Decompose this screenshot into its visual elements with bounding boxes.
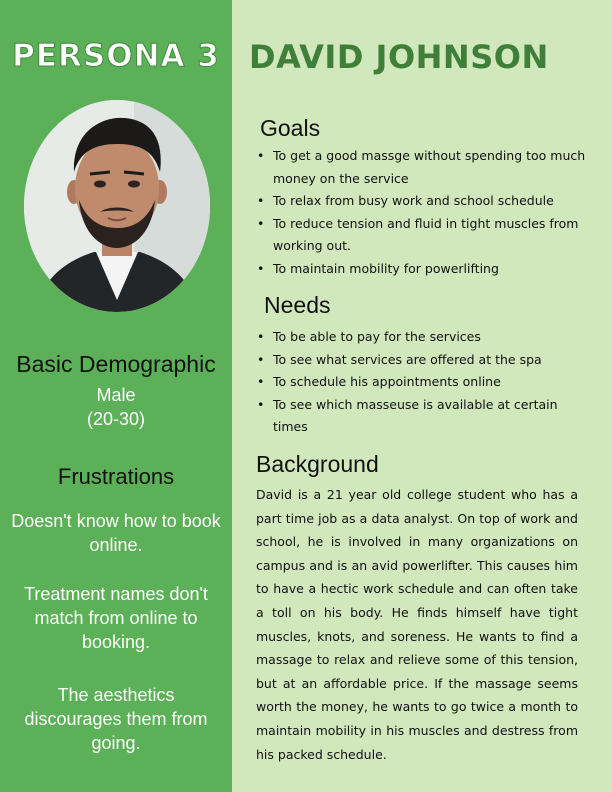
needs-list	[255, 326, 590, 439]
persona-label: PERSONA 3	[12, 38, 220, 74]
list-item: • To be able to pay for the services	[255, 326, 590, 349]
portrait-image	[24, 100, 210, 312]
demographic-age: (20-30)	[86, 409, 146, 429]
avatar	[24, 100, 210, 312]
frustrations-title: Frustrations	[57, 464, 175, 489]
frustration-item: Doesn't know how to book online.	[11, 511, 221, 555]
goals-list	[255, 145, 590, 280]
demographic-title: Basic Demographic	[16, 351, 216, 377]
frustration-item: The aesthetics discourages them from going.	[24, 685, 208, 753]
background-text: David is a 21 year old college student who has a part time job as a data analyst. On top of work and school, he is involved in many organizations on campus and is an avid powerlifter. This causes him to have a hectic work schedule and can often take a toll on his body. He finds himself have tight muscles, knots, and soreness. He wants to find a massage to relax and relieve some of this tension, but at an affordable price. If the massage seems worth the money, he wants to go twice a month to maintain mobility in his muscles and destress from his packed schedule.	[256, 487, 578, 762]
needs-title: Needs	[264, 292, 331, 318]
background-title: Background	[256, 451, 379, 477]
frustration-item: Treatment names don't match from online to booking.	[24, 584, 208, 652]
list-item: • To see which masseuse is available at certain times	[255, 394, 590, 439]
list-item: • To reduce tension and fluid in tight muscles from working out.	[255, 213, 590, 258]
list-item: • To maintain mobility for powerlifting	[255, 258, 590, 281]
list-item: • To get a good massge without spending too much money on the service	[255, 145, 590, 190]
list-item: • To see what services are offered at the spa	[255, 349, 590, 372]
goals-title: Goals	[260, 115, 321, 141]
list-item: • To schedule his appointments online	[255, 371, 590, 394]
demographic-gender: Male	[96, 385, 136, 405]
persona-name: DAVID JOHNSON	[249, 38, 549, 76]
list-item: • To relax from busy work and school schedule	[255, 190, 590, 213]
